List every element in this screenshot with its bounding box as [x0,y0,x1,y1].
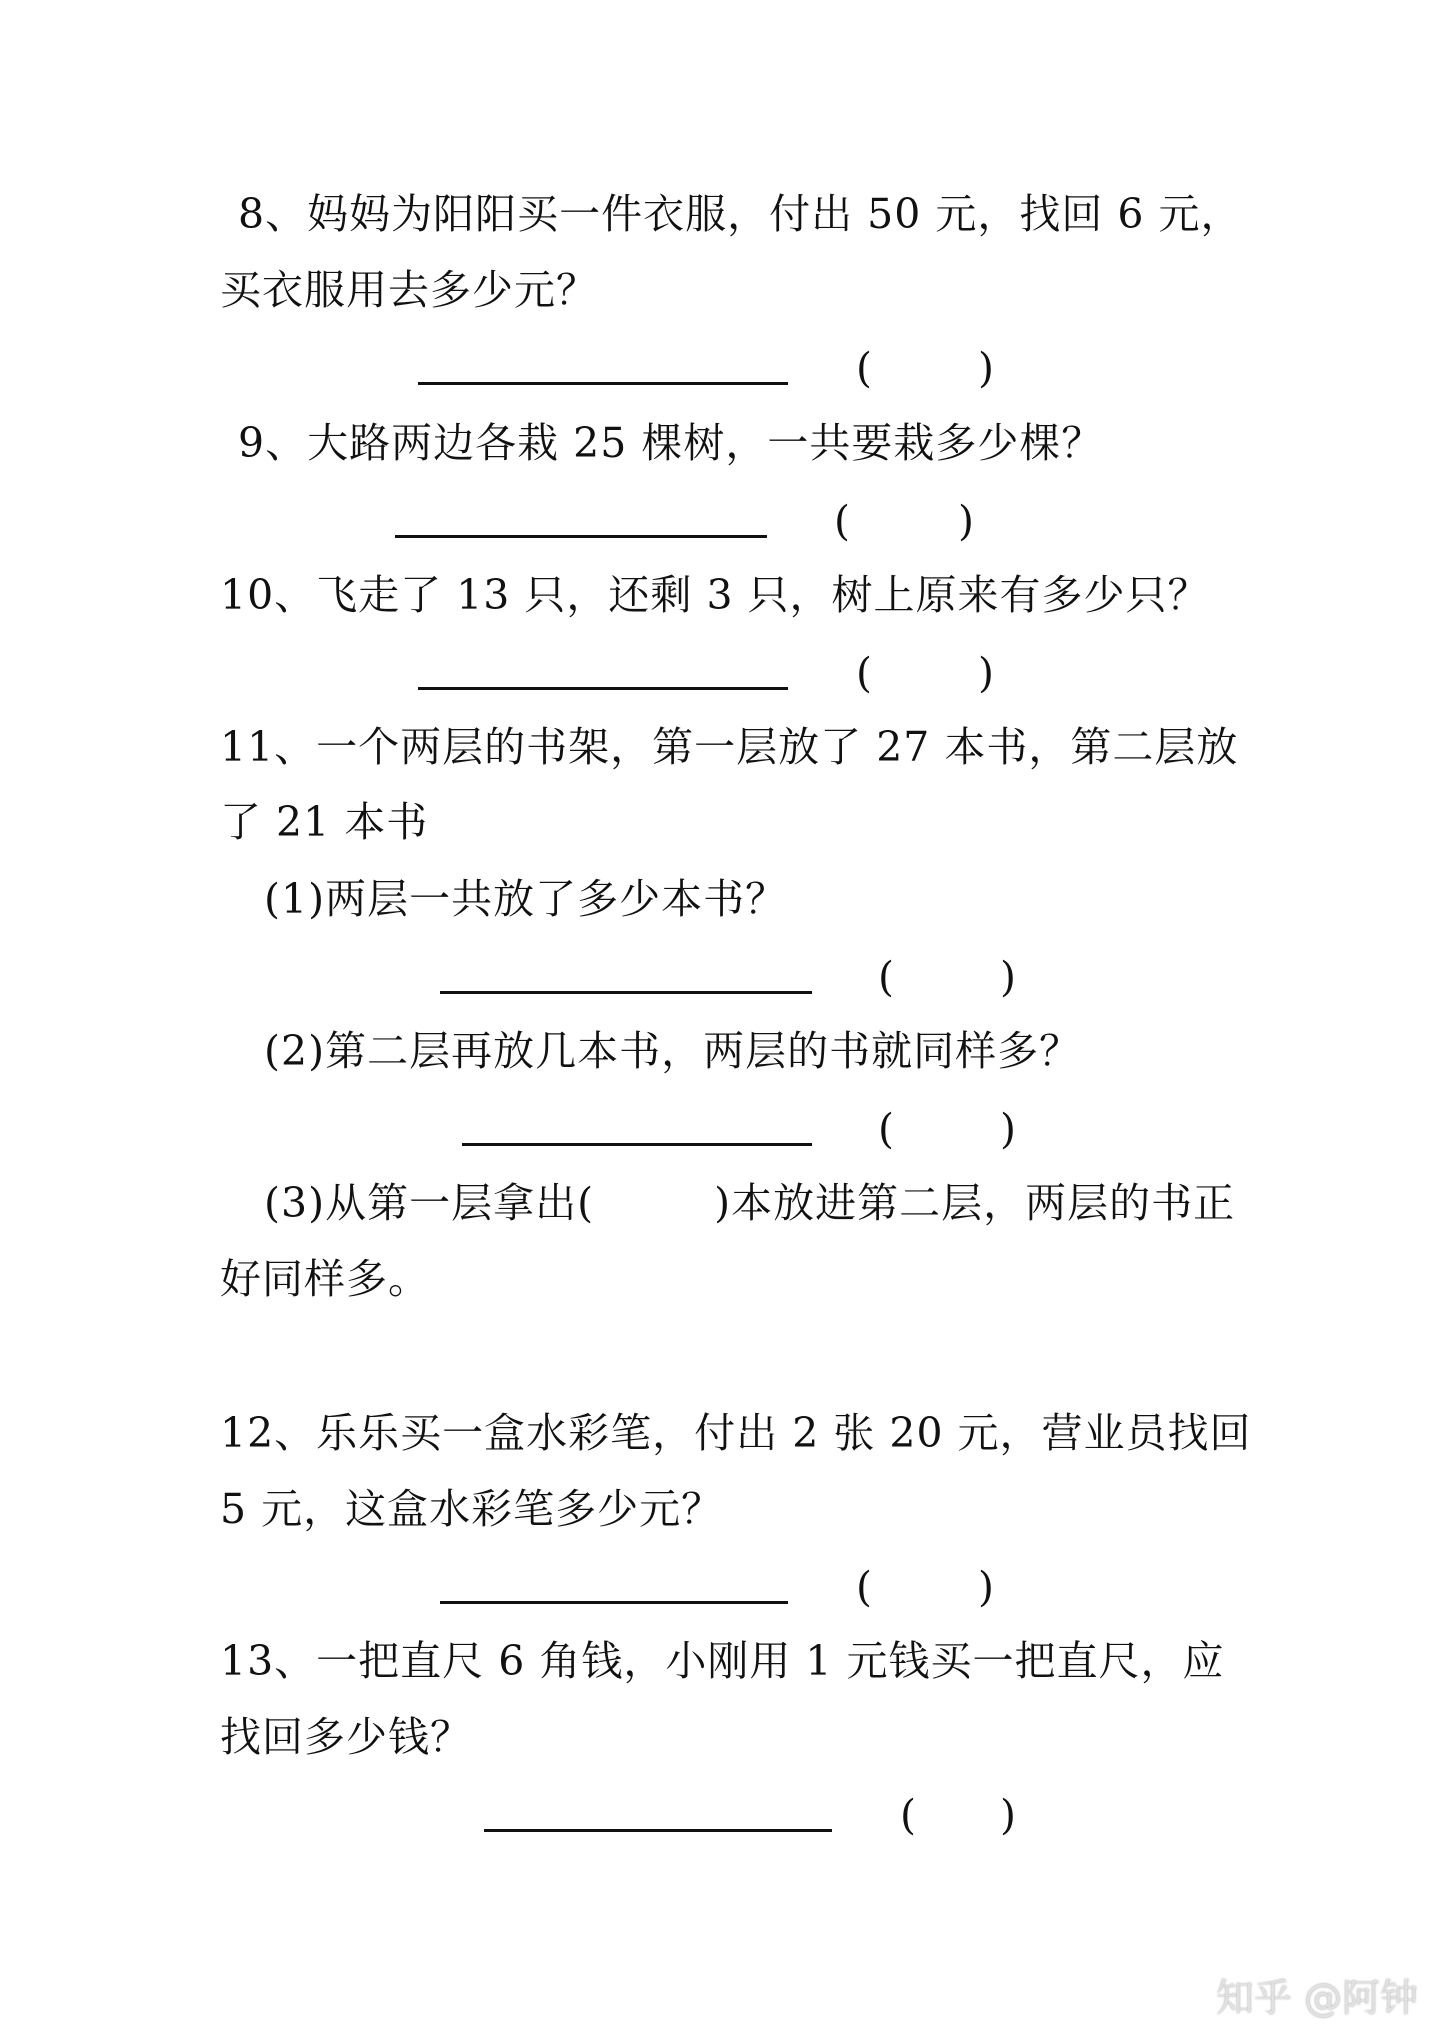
q9-close-paren: ) [958,497,974,545]
q11-sub3-line1 [264,1178,1235,1228]
q11-sub2: (2)第二层再放几本书，两层的书就同样多？ [264,1027,1082,1075]
q12-close-paren: ) [978,1563,994,1611]
q13-open-paren: ( [900,1791,916,1839]
q11-sub1-answer-blank[interactable] [440,991,812,994]
q12-answer-row [0,1562,1440,1612]
q11-sub2-answer-blank[interactable] [462,1143,812,1146]
q11-sub1-close-paren: ) [1000,953,1016,1001]
q9-answer-row [0,496,1440,546]
zhihu-watermark: 知乎 @阿钟 [1215,1976,1418,2020]
q11-sub3-text-before: (3)从第一层拿出( [264,1179,595,1227]
q11-sub1-answer-row [0,952,1440,1002]
q10-close-paren: ) [978,649,994,697]
q11-sub2-close-paren: ) [1000,1105,1016,1153]
q8-line2: 买衣服用去多少元？ [220,266,598,314]
q11-sub2-open-paren: ( [878,1105,894,1153]
q9-line1: 9、大路两边各栽 25 棵树，一共要栽多少棵？ [238,419,1104,467]
q8-close-paren: ) [978,344,994,392]
q13-line2: 找回多少钱？ [220,1713,472,1761]
q11-sub3-text-after: )本放进第二层，两层的书正 [714,1179,1236,1227]
q8-open-paren: ( [856,344,872,392]
q10-answer-row [0,648,1440,698]
q12-open-paren: ( [856,1563,872,1611]
q12-line2: 5 元，这盒水彩笔多少元？ [220,1485,724,1533]
q11-line1: 11、一个两层的书架，第一层放了 27 本书，第二层放 [220,723,1239,771]
q9-answer-blank[interactable] [395,535,767,538]
q10-open-paren: ( [856,649,872,697]
q11-sub3-line2: 好同样多。 [220,1255,430,1303]
q13-line1: 13、一把直尺 6 角钱，小刚用 1 元钱买一把直尺，应 [220,1637,1225,1685]
q11-line2: 了 21 本书 [220,798,429,846]
q11-sub1-open-paren: ( [878,953,894,1001]
q13-answer-blank[interactable] [484,1829,832,1832]
q11-sub2-answer-row [0,1104,1440,1154]
q8-line1: 8、妈妈为阳阳买一件衣服，付出 50 元，找回 6 元， [238,190,1243,238]
q11-sub1: (1)两层一共放了多少本书？ [264,875,788,923]
q9-open-paren: ( [834,497,850,545]
q10-line1: 10、飞走了 13 只，还剩 3 只，树上原来有多少只？ [220,571,1210,619]
q10-answer-blank[interactable] [418,687,788,690]
q8-answer-blank[interactable] [418,382,788,385]
q8-answer-row [0,343,1440,393]
q12-line1: 12、乐乐买一盒水彩笔，付出 2 张 20 元，营业员找回 [220,1409,1252,1457]
q13-answer-row [0,1790,1440,1840]
q12-answer-blank[interactable] [440,1601,788,1604]
q13-close-paren: ) [1000,1791,1016,1839]
